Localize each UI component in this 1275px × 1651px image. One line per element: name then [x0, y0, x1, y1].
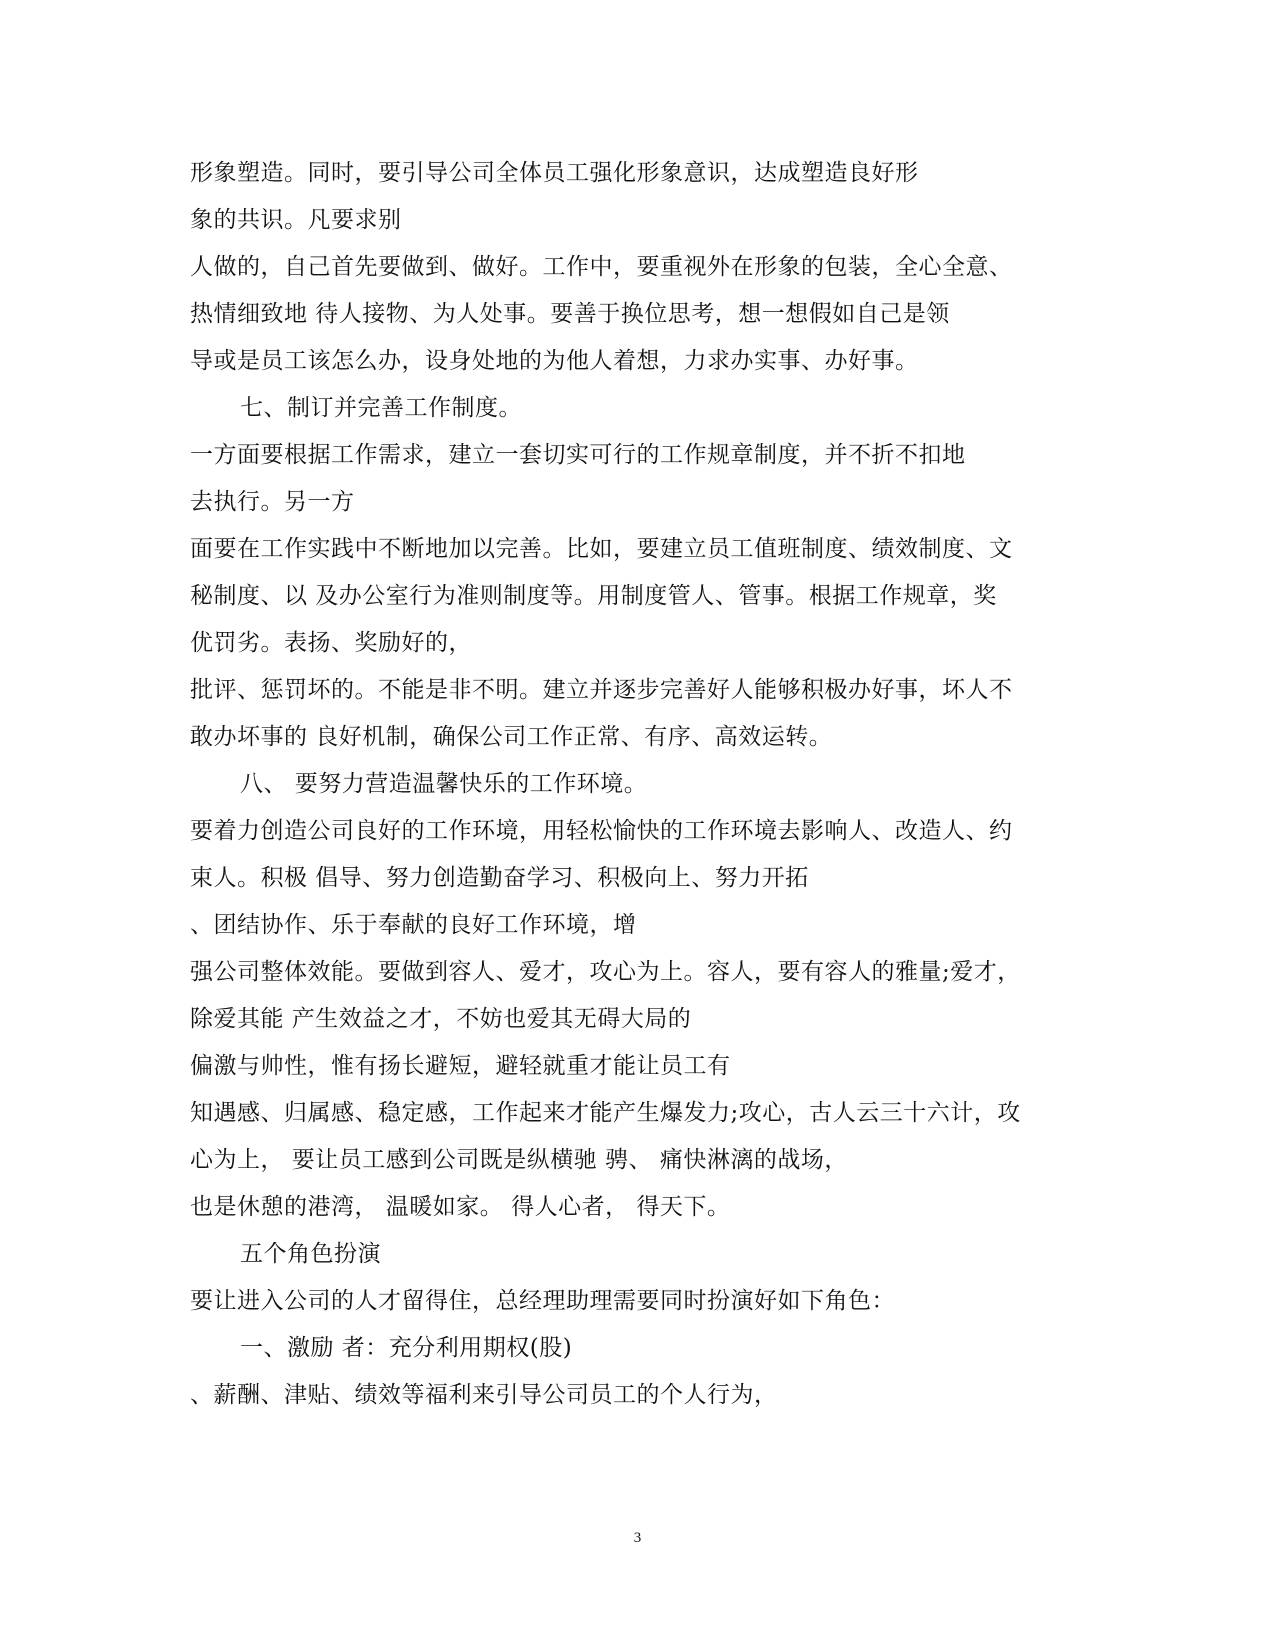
text-line: 、薪酬、津贴、绩效等福利来引导公司员工的个人行为，	[190, 1382, 778, 1408]
text-line: 导或是员工该怎么办，设身处地的为他人着想，力求办实事、办好事。	[190, 348, 919, 374]
section-heading: 一、激励 者：充分利用期权(股)	[240, 1335, 573, 1361]
text-line: 热情细致地 待人接物、为人处事。要善于换位思考，想一想假如自己是领	[190, 301, 950, 327]
text-line: 敢办坏事的 良好机制，确保公司工作正常、有序、高效运转。	[190, 724, 833, 750]
text-line: 偏激与帅性，惟有扬长避短，避轻就重才能让员工有	[190, 1053, 731, 1079]
text-line: 优罚劣。表扬、奖励好的，	[190, 630, 472, 656]
text-line: 心为上， 要让员工感到公司既是纵横驰 骋、 痛快淋漓的战场，	[190, 1147, 848, 1173]
text-line: 秘制度、以 及办公室行为准则制度等。用制度管人、管事。根据工作规章，奖	[190, 583, 997, 609]
text-line: 强公司整体效能。要做到容人、爱才，攻心为上。容人，要有容人的雅量;爱才，	[190, 959, 1021, 985]
text-line: 知遇感、归属感、稳定感，工作起来才能产生爆发力;攻心，古人云三十六计，攻	[190, 1100, 1021, 1126]
section-heading: 七、制订并完善工作制度。	[240, 395, 522, 421]
text-line: 要着力创造公司良好的工作环境，用轻松愉快的工作环境去影响人、改造人、约	[190, 818, 1013, 844]
text-line: 象的共识。凡要求别	[190, 207, 402, 233]
page-number: 3	[633, 1530, 642, 1546]
text-line: 要让进入公司的人才留得住，总经理助理需要同时扮演好如下角色：	[190, 1288, 895, 1314]
text-line: 去执行。另一方	[190, 489, 355, 515]
text-line: 也是休憩的港湾， 温暖如家。 得人心者， 得天下。	[190, 1194, 731, 1220]
section-heading: 八、 要努力营造温馨快乐的工作环境。	[240, 771, 648, 797]
text-line: 除爱其能 产生效益之才，不妨也爱其无碍大局的	[190, 1006, 692, 1032]
text-line: 形象塑造。同时，要引导公司全体员工强化形象意识，达成塑造良好形	[190, 160, 919, 186]
section-heading: 五个角色扮演	[240, 1241, 381, 1267]
text-line: 束人。积极 倡导、努力创造勤奋学习、积极向上、努力开拓	[190, 865, 809, 891]
text-line: 、团结协作、乐于奉献的良好工作环境，增	[190, 912, 637, 938]
text-line: 人做的，自己首先要做到、做好。工作中，要重视外在形象的包装，全心全意、	[190, 254, 1013, 280]
text-line: 面要在工作实践中不断地加以完善。比如，要建立员工值班制度、绩效制度、文	[190, 536, 1013, 562]
text-line: 一方面要根据工作需求，建立一套切实可行的工作规章制度，并不折不扣地	[190, 442, 966, 468]
text-line: 批评、惩罚坏的。不能是非不明。建立并逐步完善好人能够积极办好事，坏人不	[190, 677, 1013, 703]
